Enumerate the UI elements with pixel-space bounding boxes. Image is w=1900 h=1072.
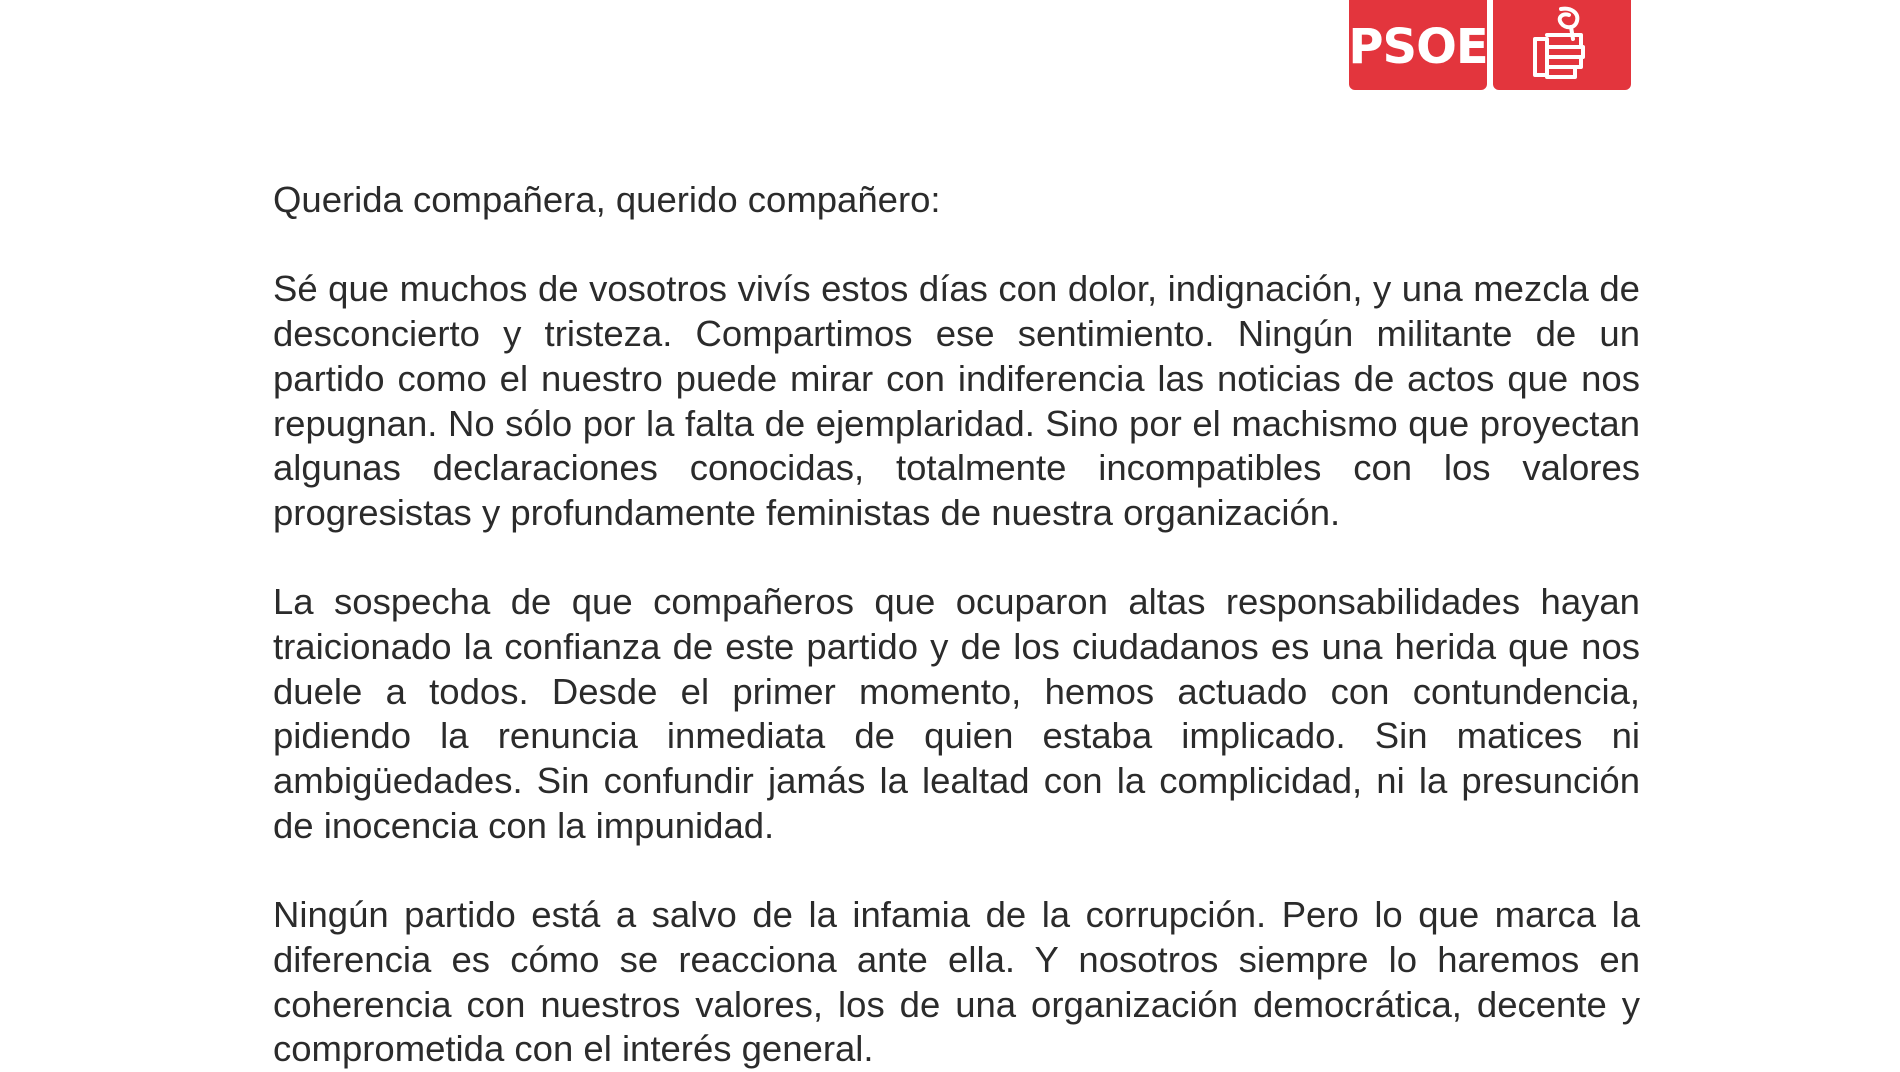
psoe-logo <box>1349 0 1631 90</box>
logo-text-box <box>1349 0 1487 90</box>
letter-paragraph-1: Sé que muchos de vosotros vivís estos días con dolor, indignación, y una mezcla de desconcierto y tristeza. Compartimos ese sentimiento. Ningún militante de un partido como el nuestro puede mirar con indiferencia las noticias de actos que nos repugnan. No sólo por la falta de ejemplaridad. Sino por el machismo que proyectan algunas declaraciones conocidas, totalmente incompatibles con los valores progresistas y profundamente feministas de nuestra organización. <box>273 268 1640 533</box>
letter-body <box>273 178 1640 1072</box>
letter-paragraph-2: La sospecha de que compañeros que ocuparon altas responsabilidades hayan traicionado la confianza de este partido y de los ciudadanos es una herida que nos duele a todos. Desde el primer momento, hemos actuado con contundencia, pidiendo la renuncia inmediata de quien estaba implicado. Sin matices ni ambigüedades. Sin confundir jamás la lealtad con la complicidad, ni la presunción de inocencia con la impunidad. <box>273 581 1640 846</box>
letter-paragraph-3: Ningún partido está a salvo de la infamia de la corrupción. Pero lo que marca la diferencia es cómo se reacciona ante ella. Y nosotros siempre lo haremos en coherencia con nuestros valores, los de una organización democrática, decente y comprometida con el interés general. <box>273 894 1640 1070</box>
logo-text: PSOE <box>1348 19 1488 75</box>
fist-and-rose-icon <box>1527 5 1597 85</box>
logo-icon-box <box>1493 0 1631 90</box>
letter-greeting: Querida compañera, querido compañero: <box>273 179 941 220</box>
